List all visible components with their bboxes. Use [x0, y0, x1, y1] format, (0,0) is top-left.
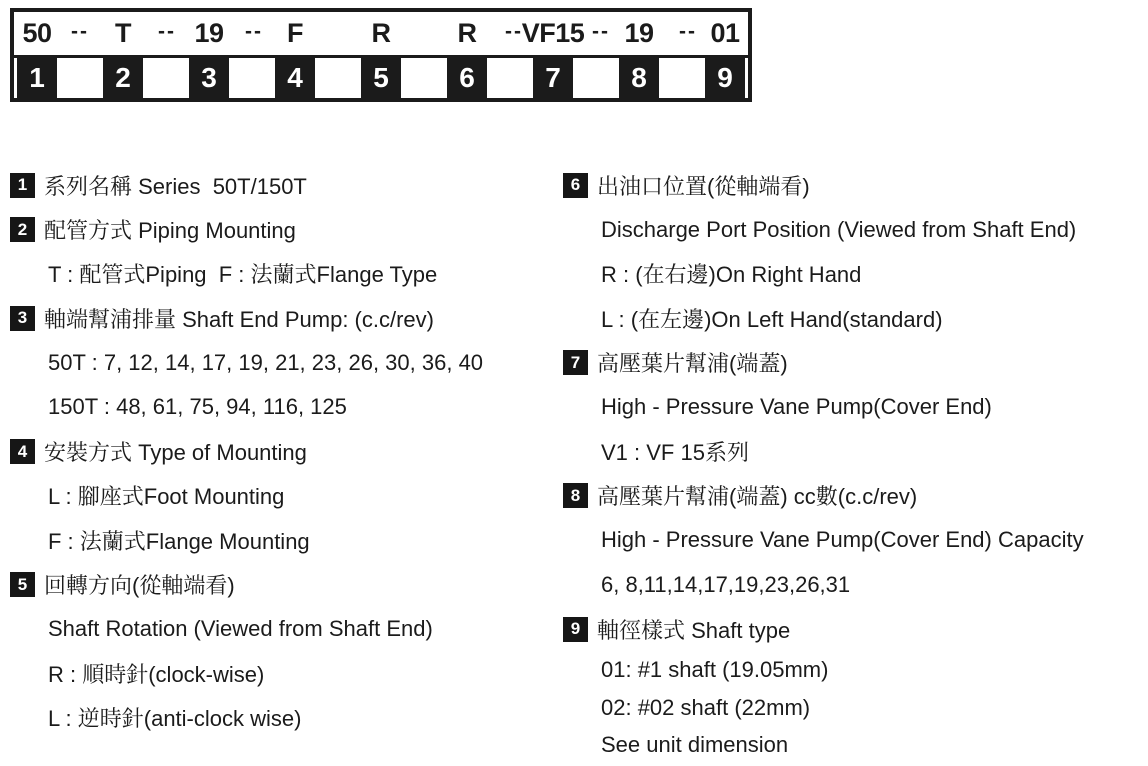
legend-item-title-row	[10, 563, 563, 607]
legend-item-title-row	[10, 207, 563, 251]
legend-item-1	[10, 163, 563, 207]
item-title: 回轉方向(從軸端看)	[44, 573, 235, 599]
item-line: V1 : VF 15系列	[601, 440, 749, 466]
item-number-badge: 8	[563, 483, 588, 508]
item-number-badge: 2	[10, 217, 35, 242]
item-number-badge: 6	[563, 173, 588, 198]
legend-item-title-row	[10, 429, 563, 473]
item-line: High - Pressure Vane Pump(Cover End) Capacity	[601, 527, 1084, 553]
item-title: 出油口位置(從軸端看)	[597, 173, 810, 199]
model-code-values-row	[14, 12, 748, 55]
position-marker-7: 7	[533, 58, 573, 98]
legend-item-4	[10, 429, 563, 562]
item-line: Discharge Port Position (Viewed from Shaft End)	[601, 216, 1077, 242]
legend-item-6	[563, 163, 1148, 341]
code-value-3: 19	[194, 18, 224, 48]
code-value-1: 50	[22, 18, 52, 48]
item-title: 安裝方式 Type of Mounting	[44, 440, 307, 466]
item-number-badge: 1	[10, 173, 35, 198]
code-separator: --	[505, 19, 523, 43]
code-separator: --	[245, 19, 263, 43]
legend-item-title-row	[563, 607, 1148, 651]
legend-item-7	[563, 341, 1148, 474]
item-line: 6, 8,11,14,17,19,23,26,31	[601, 571, 851, 597]
code-value-8: 19	[624, 18, 654, 48]
item-line: T : 配管式Piping F : 法蘭式Flange Type	[48, 262, 438, 288]
item-title: 系列名稱 Series 50T/150T	[44, 173, 307, 199]
code-value-5: R	[371, 18, 391, 48]
item-number-badge: 9	[563, 617, 588, 642]
legend-item-9	[563, 607, 1148, 764]
item-line: Shaft Rotation (Viewed from Shaft End)	[48, 616, 433, 642]
item-line: L : 逆時針(anti-clock wise)	[48, 706, 302, 732]
code-separator: --	[158, 19, 176, 43]
legend-item-title-row	[10, 163, 563, 207]
position-marker-8: 8	[619, 58, 659, 98]
code-value-9: 01	[710, 18, 740, 48]
item-title: 軸端幫浦排量 Shaft End Pump: (c.c/rev)	[44, 306, 434, 332]
item-title: 高壓葉片幫浦(端蓋)	[597, 351, 788, 377]
legend-item-title-row	[563, 163, 1148, 207]
item-number-badge: 4	[10, 439, 35, 464]
position-marker-4: 4	[275, 58, 315, 98]
item-title: 配管方式 Piping Mounting	[44, 218, 296, 244]
legend-item-8	[563, 474, 1148, 607]
position-marker-2: 2	[103, 58, 143, 98]
model-code-box	[10, 8, 752, 102]
position-marker-3: 3	[189, 58, 229, 98]
legend-item-title-row	[10, 296, 563, 340]
item-line: See unit dimension	[601, 732, 789, 758]
position-marker-1: 1	[17, 58, 57, 98]
position-marker-5: 5	[361, 58, 401, 98]
item-line: 02: #02 shaft (22mm)	[601, 694, 811, 720]
code-value-6: R	[457, 18, 477, 48]
item-line: High - Pressure Vane Pump(Cover End)	[601, 394, 992, 420]
item-line: 50T : 7, 12, 14, 17, 19, 21, 23, 26, 30, 36, 40	[48, 349, 484, 375]
code-value-4: F	[287, 18, 303, 48]
code-separator: --	[71, 19, 89, 43]
position-marker-9: 9	[705, 58, 745, 98]
item-line: L : (在左邊)On Left Hand(standard)	[601, 306, 943, 332]
item-number-badge: 7	[563, 350, 588, 375]
item-number-badge: 3	[10, 306, 35, 331]
legend-item-2	[10, 207, 563, 296]
item-line: R : (在右邊)On Right Hand	[601, 262, 862, 288]
position-marker-6: 6	[447, 58, 487, 98]
legend-item-5	[10, 563, 563, 741]
legend-item-3	[10, 296, 563, 429]
legend-column-left	[10, 163, 563, 764]
item-line: 01: #1 shaft (19.05mm)	[601, 657, 829, 683]
code-separator: --	[592, 19, 610, 43]
item-line: 150T : 48, 61, 75, 94, 116, 125	[48, 394, 347, 420]
legend-column-right	[563, 163, 1148, 764]
item-line: R : 順時針(clock-wise)	[48, 661, 265, 687]
code-value-7: VF15	[521, 18, 585, 48]
legend-item-title-row	[563, 341, 1148, 385]
item-line: L : 腳座式Foot Mounting	[48, 484, 285, 510]
model-code-position-bar	[14, 55, 748, 98]
item-title: 軸徑樣式 Shaft type	[597, 617, 791, 643]
code-separator: --	[679, 19, 697, 43]
code-value-2: T	[115, 18, 131, 48]
item-title: 高壓葉片幫浦(端蓋) cc數(c.c/rev)	[597, 484, 918, 510]
legend-item-title-row	[563, 474, 1148, 518]
item-line: F : 法蘭式Flange Mounting	[48, 528, 310, 554]
item-number-badge: 5	[10, 572, 35, 597]
legend	[10, 163, 1148, 764]
